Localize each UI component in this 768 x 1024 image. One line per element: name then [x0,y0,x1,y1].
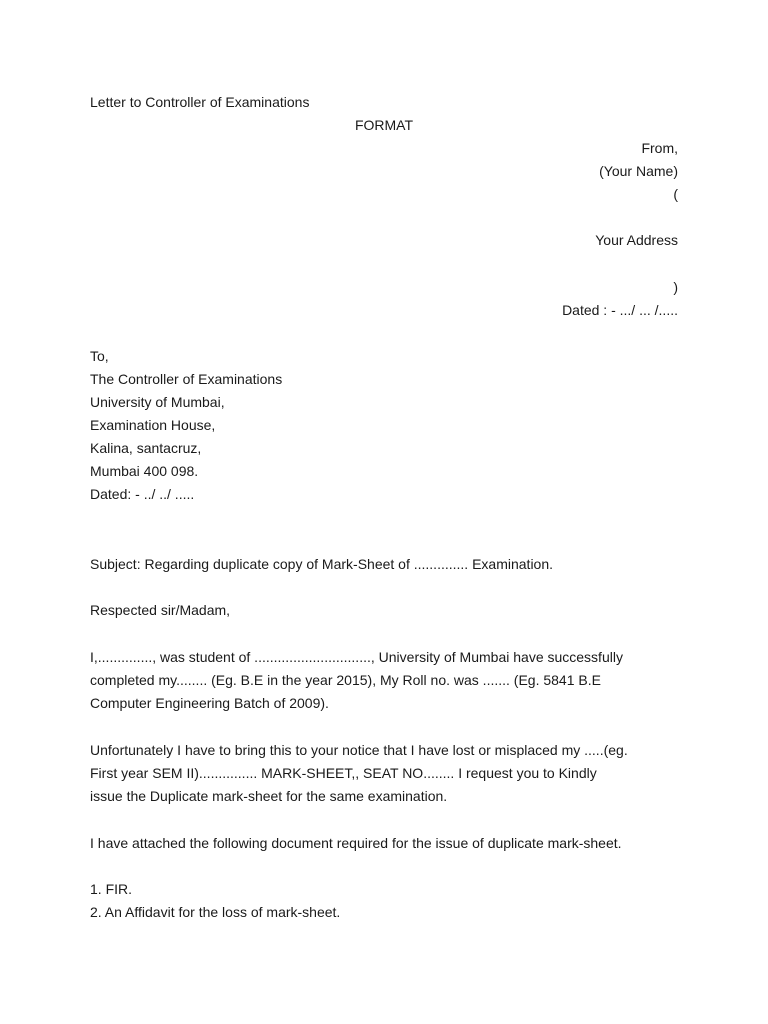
sender-address: Your Address [595,232,678,248]
paragraph-line: I,.............., was student of .............................., University of Mumbai have successfully [90,649,623,665]
sender-name: (Your Name) [599,163,678,179]
recipient-to: To, [90,348,109,364]
body-paragraph-2 [90,739,680,808]
recipient-line-4: Kalina, santacruz, [90,440,202,456]
body-paragraph-3: I have attached the following document required for the issue of duplicate mark-sheet. [90,835,622,851]
sender-open-paren: ( [673,186,678,202]
attachment-item: 2. An Affidavit for the loss of mark-sheet. [90,904,341,920]
document-heading: Letter to Controller of Examinations [90,94,310,110]
format-label: FORMAT [354,117,414,133]
sender-close-paren: ) [673,279,678,295]
paragraph-line: Computer Engineering Batch of 2009). [90,695,329,711]
paragraph-line: issue the Duplicate mark-sheet for the same examination. [90,788,448,804]
recipient-dated: Dated: - ../ ../ ..... [90,486,195,502]
recipient-line-2: University of Mumbai, [90,394,225,410]
salutation: Respected sir/Madam, [90,602,231,618]
attachment-item: 1. FIR. [90,881,133,897]
body-paragraph-1 [90,646,680,715]
sender-dated: Dated : - .../ ... /..... [562,302,678,318]
sender-from: From, [641,140,678,156]
paragraph-line: completed my........ (Eg. B.E in the year 2015), My Roll no. was ....... (Eg. 5841 B.E [90,672,601,688]
recipient-line-5: Mumbai 400 098. [90,463,199,479]
recipient-line-3: Examination House, [90,417,216,433]
paragraph-line: First year SEM II)............... MARK-SHEET,, SEAT NO........ I request you to Kindly [90,765,597,781]
recipient-line-1: The Controller of Examinations [90,371,283,387]
paragraph-line: Unfortunately I have to bring this to your notice that I have lost or misplaced my .....(eg. [90,742,628,758]
subject-line: Subject: Regarding duplicate copy of Mark-Sheet of .............. Examination. [90,556,554,572]
